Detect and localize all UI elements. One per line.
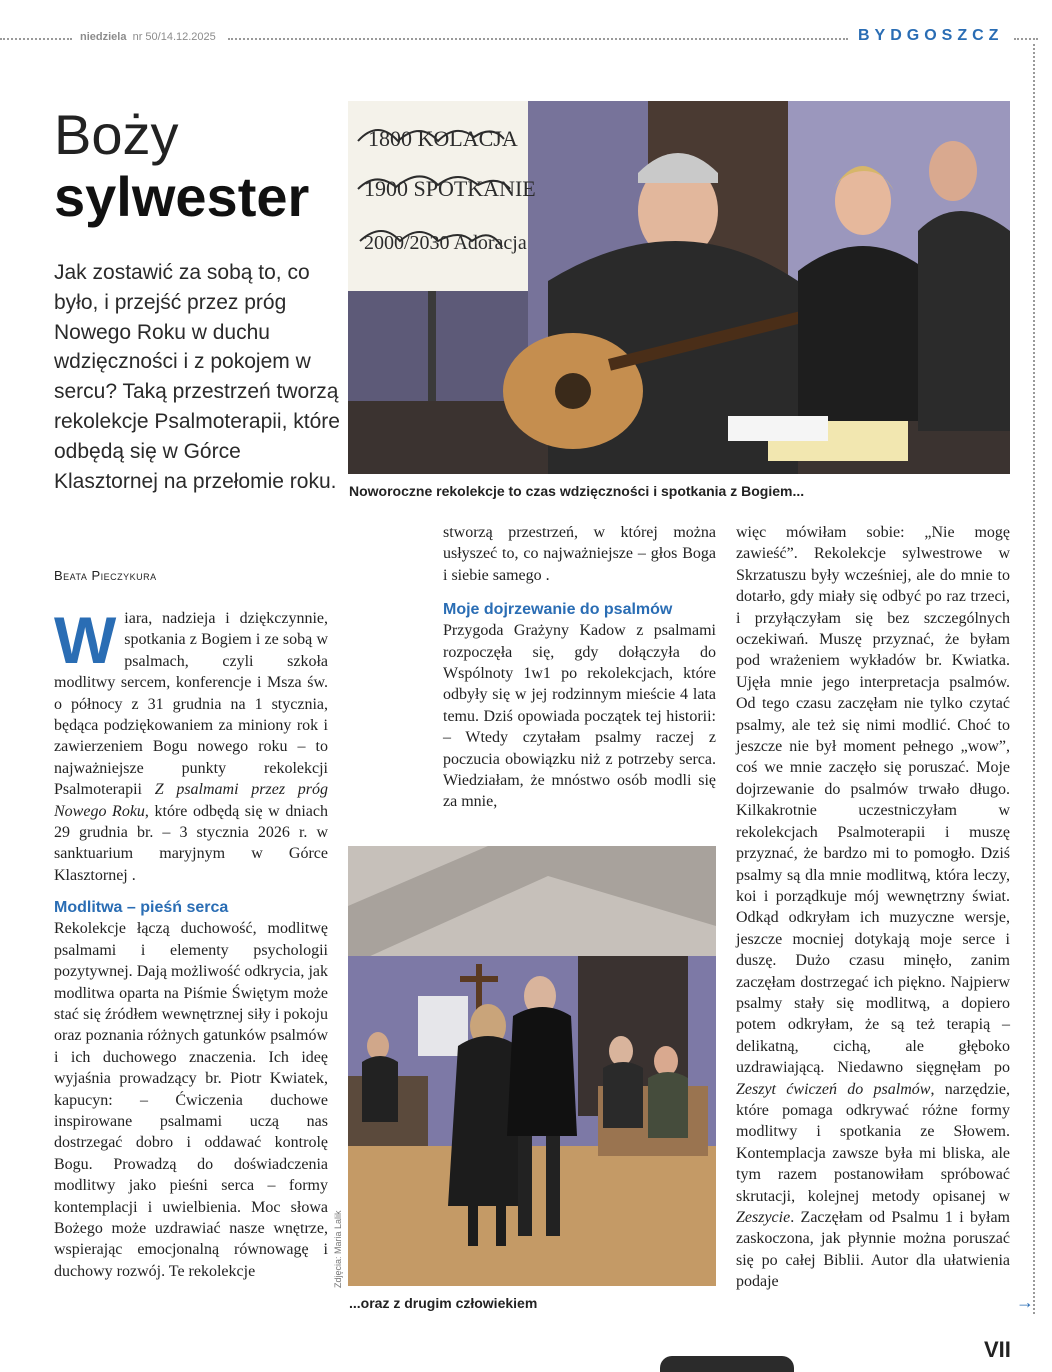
magazine-name: niedziela [80,31,127,43]
col3-text-b: , narzędzie, które pomaga odkrywać różne formy modlitwy i spotkania ze Słowem. Kontemplacja zawsze była mi bliska, ale tym razem postanowiłam spróbować skrutacji, kolejnej metody opisanej w [736,1080,1011,1205]
continue-arrow-icon: → [1016,1292,1034,1312]
issue-header [80,31,216,43]
article-author: Beata Pieczykura [54,568,157,583]
whiteboard-line-3: 2000/2030 Adoracja [364,232,527,254]
photo-credit: Zdjęcia: Maria Lalik [333,1210,343,1288]
article-lead: Jak zostawić za sobą to, co było, i przejść przez próg Nowego Roku w duchu wdzięczności i z pokojem w sercu? Taką przestrzeń tworzą rekolekcje Psalmoterapii, które odbędą się w Górce Klasztornej na przełomie roku. [54,261,340,493]
header-dotted-rule-right [1014,38,1038,40]
page-edge-dotted-rule [1033,44,1035,1314]
header-dotted-rule-middle [228,38,848,40]
col3-italic-zeszyt: Zeszycie [736,1209,791,1226]
photo-dancing-couple-drawing [348,846,716,1286]
subhead-prayer-song: Modlitwa – pieśń serca [54,899,229,917]
section2-paragraph: Przygoda Grażyny Kadow z psalmami rozpoczęła się, gdy dołączyła do Wspólnoty 1w1 po rekolekcjach, które odbyły się w jej rodzinnym mieście 4 lata temu. Dziś opowiada początek tej historii: – Wtedy czytałam psalmy raczej z poczucia obowiązku niż z potrzeby serca. Wiedziałam, że mnóstwo osób modli się za mnie, [443,622,716,811]
header-dotted-rule-left [0,38,72,40]
photo-guitar-retreat-drawing [348,101,1010,474]
column-1 [54,603,328,1282]
page-number: VII [984,1337,1011,1362]
column-2 [443,522,716,813]
article-title-line1: Boży [54,103,179,166]
whiteboard-line-1: 1800 KOLACJA [368,126,518,151]
intro-italic-title: Z psalmami przez próg Nowego Roku [54,781,328,820]
col3-text-a: więc mówiłam sobie: „Nie mogę zawieść”. Rekolekcje sylwestrowe w Skrzatuszu były wcześniej, ale do mnie to dotarło, gdy miały się odbyć po raz trzeci, i przyłączyłam się bez szczególnych oczekiwań. Muszę przyznać, że byłam pod wrażeniem wykładów br. Kwiatka. Ujęła mnie jego interpretacja psalmów. Od tego czasu zaczęłam nie tylko czytać psalmy, ale też się nimi modlić. Choć to jeszcze nie był moment pełnego „wow”, coś we mnie zaczęło się poruszać. Moje dojrzewanie do psalmów trwało długo. Kilkakrotnie uczestniczyłam w rekolekcjach Psalmoterapii i muszę przyznać, że bardzo mi to pomogło. Dziś psalmy są dla mnie modlitwą, która leczy, koi i porządkuje mój wewnętrzny świat. Odkąd odkryłam ich muzyczne wersje, jeszcze mocniej dotykają moje serce i duszę. Dużo czasu minęło, zanim zaczęłam dostrzegać ich piękno. Najpierw psalmy stały się modlitwą, a dopiero potem odkryłam, że są też terapią – delikatną, cichą, ale głęboko uzdrawiającą. Niedawno sięgnęłam po [736,524,1010,1077]
column2-top-paragraph: stworzą przestrzeń, w której można usłyszeć to, co najważniejsze – głos Boga i siebie samego . [443,524,716,584]
column-3 [736,522,1010,1293]
photo-dancing-caption: ...oraz z drugim człowiekiem [349,1295,538,1311]
photo-dancing-couple [348,846,716,1286]
intro-text-b: , które odbędą się w dniach 29 grudnia br. – 3 stycznia 2026 r. w sanktuarium maryjnym w Górce Klasztornej . [54,802,328,884]
subhead-maturing: Moje dojrzewanie do psalmów [443,601,673,619]
intro-text-a: iara, nadzieja i dziękczynnie, spotkania z Bogiem i ze sobą w psalmach, czyli szkoła modlitwy sercem, konferencje i Msza św. o północy z 31 grudnia na 1 stycznia, będąca podziękowaniem za miniony rok i zawierzeniem Bogu nowego roku – to najważniejsze punkty rekolekcji Psalmoterapii [54,610,328,799]
column3-paragraph [736,522,1010,1293]
article-title-line2: sylwester [54,165,310,228]
issue-number: nr 50/14.12.2025 [132,31,216,43]
page-tab-decoration [660,1356,794,1372]
drop-cap: W [54,603,117,677]
section1-paragraph: Rekolekcje łączą duchowość, modlitwę psalmami i elementy psychologii pozytywnej. Dają możliwość odkrycia, jak modlitwa oparta na Piśmie Świętym może stać się źródłem wewnętrznej siły i pokoju oraz poznania różnych gatunków psalmów i ich duchowego znaczenia. Ich ideę wyjaśnia prowadzący br. Piotr Kwiatek, kapucyn: – Ćwiczenia duchowe inspirowane psalmami uczą nas dostrzegać dobro i oddawać kontrolę Bogu. Prowadzą do doświadczenia modlitwy jako pieśni serca – formy kontemplacji i uwielbienia. Moc słowa Bożego może uzdrawiać nasze wnętrze, wspierając emocjonalną równowagę i duchowy rozwój. Te rekolekcje [54,920,328,1280]
photo-guitar-caption: Noworoczne rekolekcje to czas wdzięczności i spotkania z Bogiem... [349,483,805,499]
whiteboard-line-2: 1900 SPOTKANIE [364,176,536,201]
col3-text-c: . Zaczęłam od Psalmu 1 i byłam zaskoczona, jak płynnie można poruszać się po całej Biblii. Autor dla ułatwienia podaje [736,1209,1010,1291]
section-name: BYDGOSZCZ [858,27,1004,44]
intro-paragraph [54,603,328,886]
photo-guitar-retreat [348,101,1010,474]
col3-italic-workbook: Zeszyt ćwiczeń do psalmów [736,1080,931,1098]
